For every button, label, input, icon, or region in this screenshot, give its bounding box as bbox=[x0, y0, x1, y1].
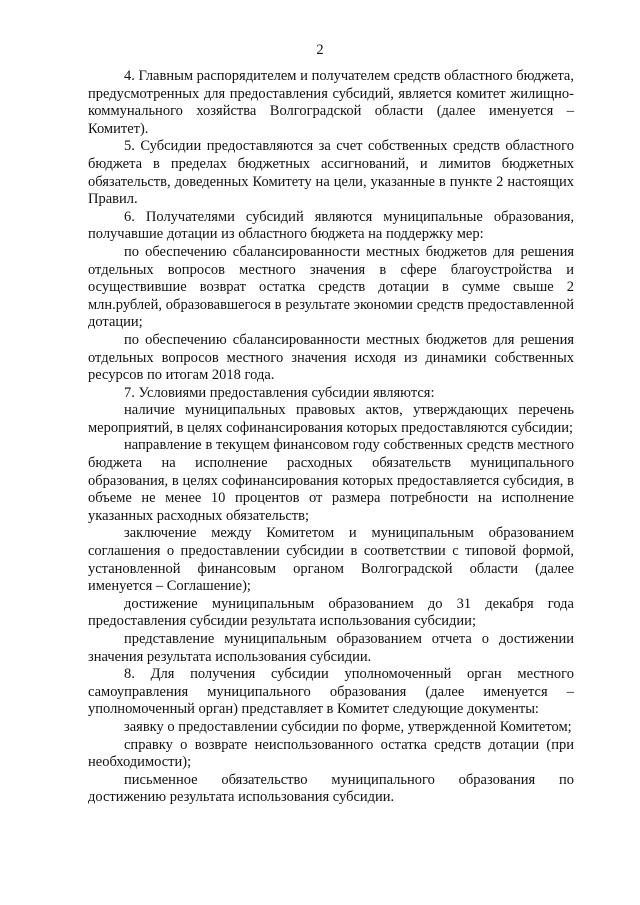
paragraph-item-7-sub-1: наличие муниципальных правовых актов, утверждающих перечень мероприятий, в целях софинансирования которых предоставляются субсидии; bbox=[88, 402, 574, 436]
paragraph-item-7-sub-5: представление муниципальным образованием отчета о достижении значения результата использования субсидии. bbox=[88, 631, 574, 665]
paragraph-item-7-sub-4: достижение муниципальным образованием до 31 декабря года предоставления субсидии результата использования субсидии; bbox=[88, 595, 574, 630]
paragraph-item-7: 7. Условиями предоставления субсидии являются: bbox=[124, 384, 435, 401]
paragraph-item-6-sub-1: по обеспечению сбалансированности местных бюджетов для решения отдельных вопросов местного значения в сфере благоустройства и осуществившие возврат остатка средств дотации в сумме свыше 2 млн.рублей, образовавшегося в результате экономии средств предоставленной дотации; bbox=[88, 243, 574, 331]
paragraph-item-8-sub-1: заявку о предоставлении субсидии по форме, утвержденной Комитетом; bbox=[124, 718, 572, 735]
paragraph-item-7-sub-2: направление в текущем финансовом году собственных средств местного бюджета на исполнение расходных обязательств муниципального образования, в целях софинансирования которых предоставляется субсидия, в объеме не менее 10 процентов от размера потребности на исполнение указанных расходных обязательств; bbox=[88, 437, 574, 524]
paragraph-item-8-sub-3: письменное обязательство муниципального образования по достижению результата использования субсидии. bbox=[88, 771, 574, 806]
paragraph-item-7-sub-3: заключение между Комитетом и муниципальным образованием соглашения о предоставлении субсидии в соответствии с типовой формой, установленной финансовым органом Волгоградской области (далее именуется – Соглашение); bbox=[88, 525, 574, 595]
paragraph-item-4: 4. Главным распорядителем и получателем средств областного бюджета, предусмотренных для предоставления субсидий, является комитет жилищно-коммунального хозяйства Волгоградской области (далее именуется – Комитет). bbox=[88, 68, 574, 137]
page-number: 2 bbox=[316, 42, 324, 58]
paragraph-item-6: 6. Получателями субсидий являются муниципальные образования, получавшие дотации из областного бюджета на поддержку мер: bbox=[88, 208, 574, 243]
document-body bbox=[88, 68, 574, 807]
paragraph-item-5: 5. Субсидии предоставляются за счет собственных средств областного бюджета в пределах бюджетных ассигнований, и лимитов бюджетных обязательств, доведенных Комитету на цели, указанные в пункте 2 настоящих Правил. bbox=[88, 138, 574, 208]
paragraph-item-8: 8. Для получения субсидии уполномоченный орган местного самоуправления муниципального образования (далее именуется – уполномоченный орган) представляет в Комитет следующие документы: bbox=[88, 666, 574, 718]
paragraph-item-8-sub-2: справку о возврате неиспользованного остатка средств дотации (при необходимости); bbox=[88, 736, 574, 771]
paragraph-item-6-sub-2: по обеспечению сбалансированности местных бюджетов для решения отдельных вопросов местного значения исходя из динамики собственных ресурсов по итогам 2018 года. bbox=[88, 331, 574, 384]
